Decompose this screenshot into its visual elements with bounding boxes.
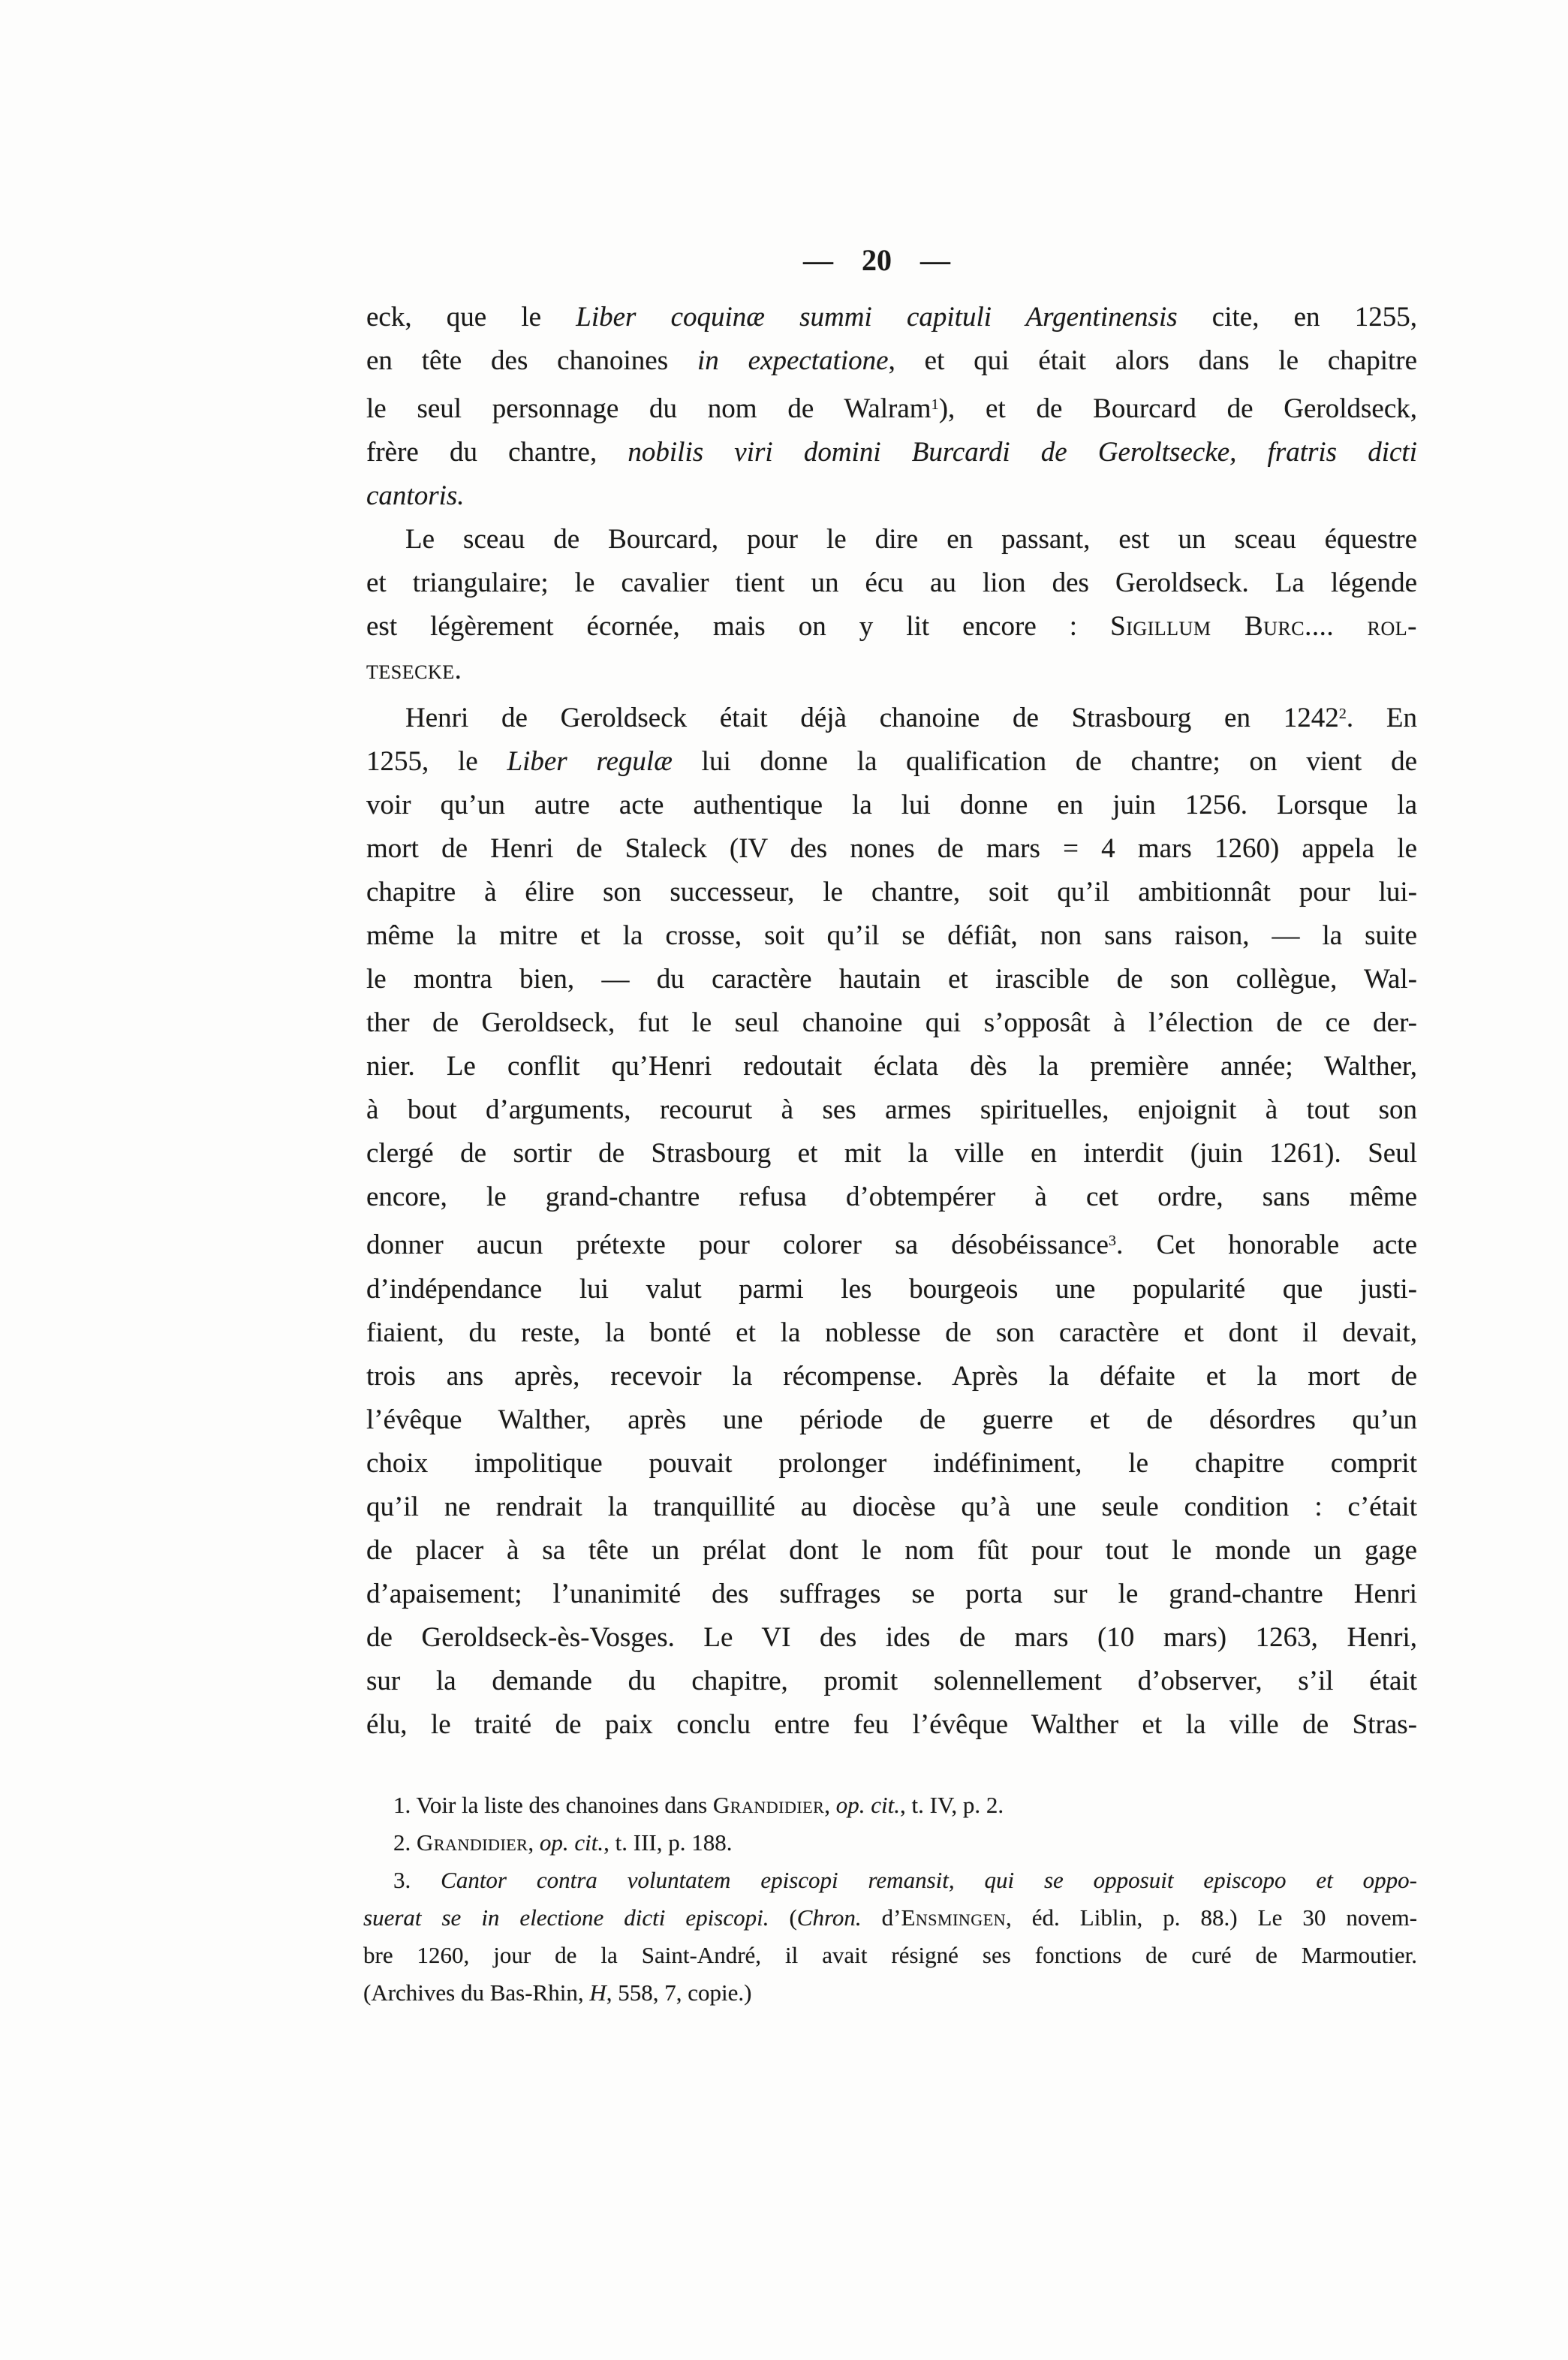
text-line: mort de Henri de Staleck (IV des nones de mars = 4 mars 1260) appela le <box>366 833 1417 865</box>
text-line: d’indépendance lui valut parmi les bourgeois une popularité que justi- <box>366 1273 1417 1305</box>
text-line: (Archives du Bas-Rhin, H, 558, 7, copie.) <box>363 1979 752 2006</box>
text-line: en tête des chanoines in expectatione, et qui était alors dans le chapitre <box>366 345 1417 376</box>
text-line: eck, que le Liber coquinæ summi capituli Argentinensis cite, en 1255, <box>366 302 1417 333</box>
text-line: sur la demande du chapitre, promit solennellement d’observer, s’il était <box>366 1665 1417 1696</box>
text-line: suerat se in electione dicti episcopi. (Chron. d’Ensmingen, éd. Liblin, p. 88.) Le 30 novem- <box>363 1904 1418 1931</box>
page-number-value: 20 <box>862 243 892 277</box>
text-line: et triangulaire; le cavalier tient un écu au lion des Geroldseck. La légende <box>366 567 1417 599</box>
text-line: chapitre à élire son successeur, le chantre, soit qu’il ambitionnât pour lui- <box>366 877 1417 908</box>
text-line: de placer à sa tête un prélat dont le nom fût pour tout le monde un gage <box>366 1534 1417 1566</box>
text-line: cantoris. <box>366 480 465 512</box>
text-line: ther de Geroldseck, fut le seul chanoine qui s’opposât à l’élection de ce der- <box>366 1007 1417 1039</box>
text-line: bre 1260, jour de la Saint-André, il avait résigné ses fonctions de curé de Marmoutier. <box>363 1942 1417 1968</box>
text-line: donner aucun prétexte pour colorer sa désobéissance$^3$. Cet honorable acte <box>366 1230 1418 1261</box>
text-line: tesecke. <box>366 655 462 686</box>
page-number-right-dash: — <box>920 243 950 277</box>
text-line: à bout d’arguments, recourut à ses armes spirituelles, enjoignit à tout son <box>366 1094 1417 1126</box>
text-line: de Geroldseck-ès-Vosges. Le VI des ides de mars (10 mars) 1263, Henri, <box>366 1621 1417 1653</box>
text-line: le montra bien, — du caractère hautain et irascible de son collègue, Wal- <box>366 964 1417 995</box>
text-line: fiaient, du reste, la bonté et la noblesse de son caractère et dont il devait, <box>366 1317 1417 1348</box>
text-line: clergé de sortir de Strasbourg et mit la ville en interdit (juin 1261). Seul <box>366 1138 1417 1169</box>
text-line: Henri de Geroldseck était déjà chanoine de Strasbourg en 1242$^2$. En <box>405 703 1417 734</box>
text-line: qu’il ne rendrait la tranquillité au diocèse qu’à une seule condition : c’était <box>366 1491 1417 1522</box>
body-text <box>366 296 1417 1747</box>
text-line: 1. Voir la liste des chanoines dans Grandidier, op. cit., t. IV, p. 2. <box>393 1792 1004 1818</box>
text-line: d’apaisement; l’unanimité des suffrages se porta sur le grand-chantre Henri <box>366 1578 1417 1609</box>
footnotes <box>363 1787 1417 2012</box>
text-line: est légèrement écornée, mais on y lit encore : Sigillum Burc.... rol- <box>366 611 1417 643</box>
text-line: choix impolitique pouvait prolonger indéfiniment, le chapitre comprit <box>366 1447 1417 1479</box>
text-line: 1255, le Liber regulæ lui donne la qualification de chantre; on vient de <box>366 746 1418 778</box>
text-line: nier. Le conflit qu’Henri redoutait éclata dès la première année; Walther, <box>366 1051 1417 1082</box>
text-line: élu, le traité de paix conclu entre feu l’évêque Walther et la ville de Stras- <box>366 1708 1417 1740</box>
text-line: 2. Grandidier, op. cit., t. III, p. 188. <box>393 1829 733 1856</box>
text-line: l’évêque Walther, après une période de guerre et de désordres qu’un <box>366 1404 1417 1435</box>
text-line: 3. Cantor contra voluntatem episcopi remansit, qui se opposuit episcopo et oppo- <box>393 1867 1418 1893</box>
text-line: Le sceau de Bourcard, pour le dire en passant, est un sceau équestre <box>405 524 1417 555</box>
text-line: frère du chantre, nobilis viri domini Burcardi de Geroltsecke, fratris dicti <box>366 437 1417 468</box>
text-line: encore, le grand-chantre refusa d’obtempérer à cet ordre, sans même <box>366 1182 1417 1213</box>
text-line: voir qu’un autre acte authentique la lui donne en juin 1256. Lorsque la <box>366 790 1417 821</box>
page-number-left-dash: — <box>803 243 833 277</box>
page-number <box>366 242 1387 279</box>
text-line: trois ans après, recevoir la récompense. Après la défaite et la mort de <box>366 1360 1417 1392</box>
text-line: même la mitre et la crosse, soit qu’il se défiât, non sans raison, — la suite <box>366 920 1417 952</box>
text-line: le seul personnage du nom de Walram$^1$), et de Bourcard de Geroldseck, <box>366 393 1417 425</box>
